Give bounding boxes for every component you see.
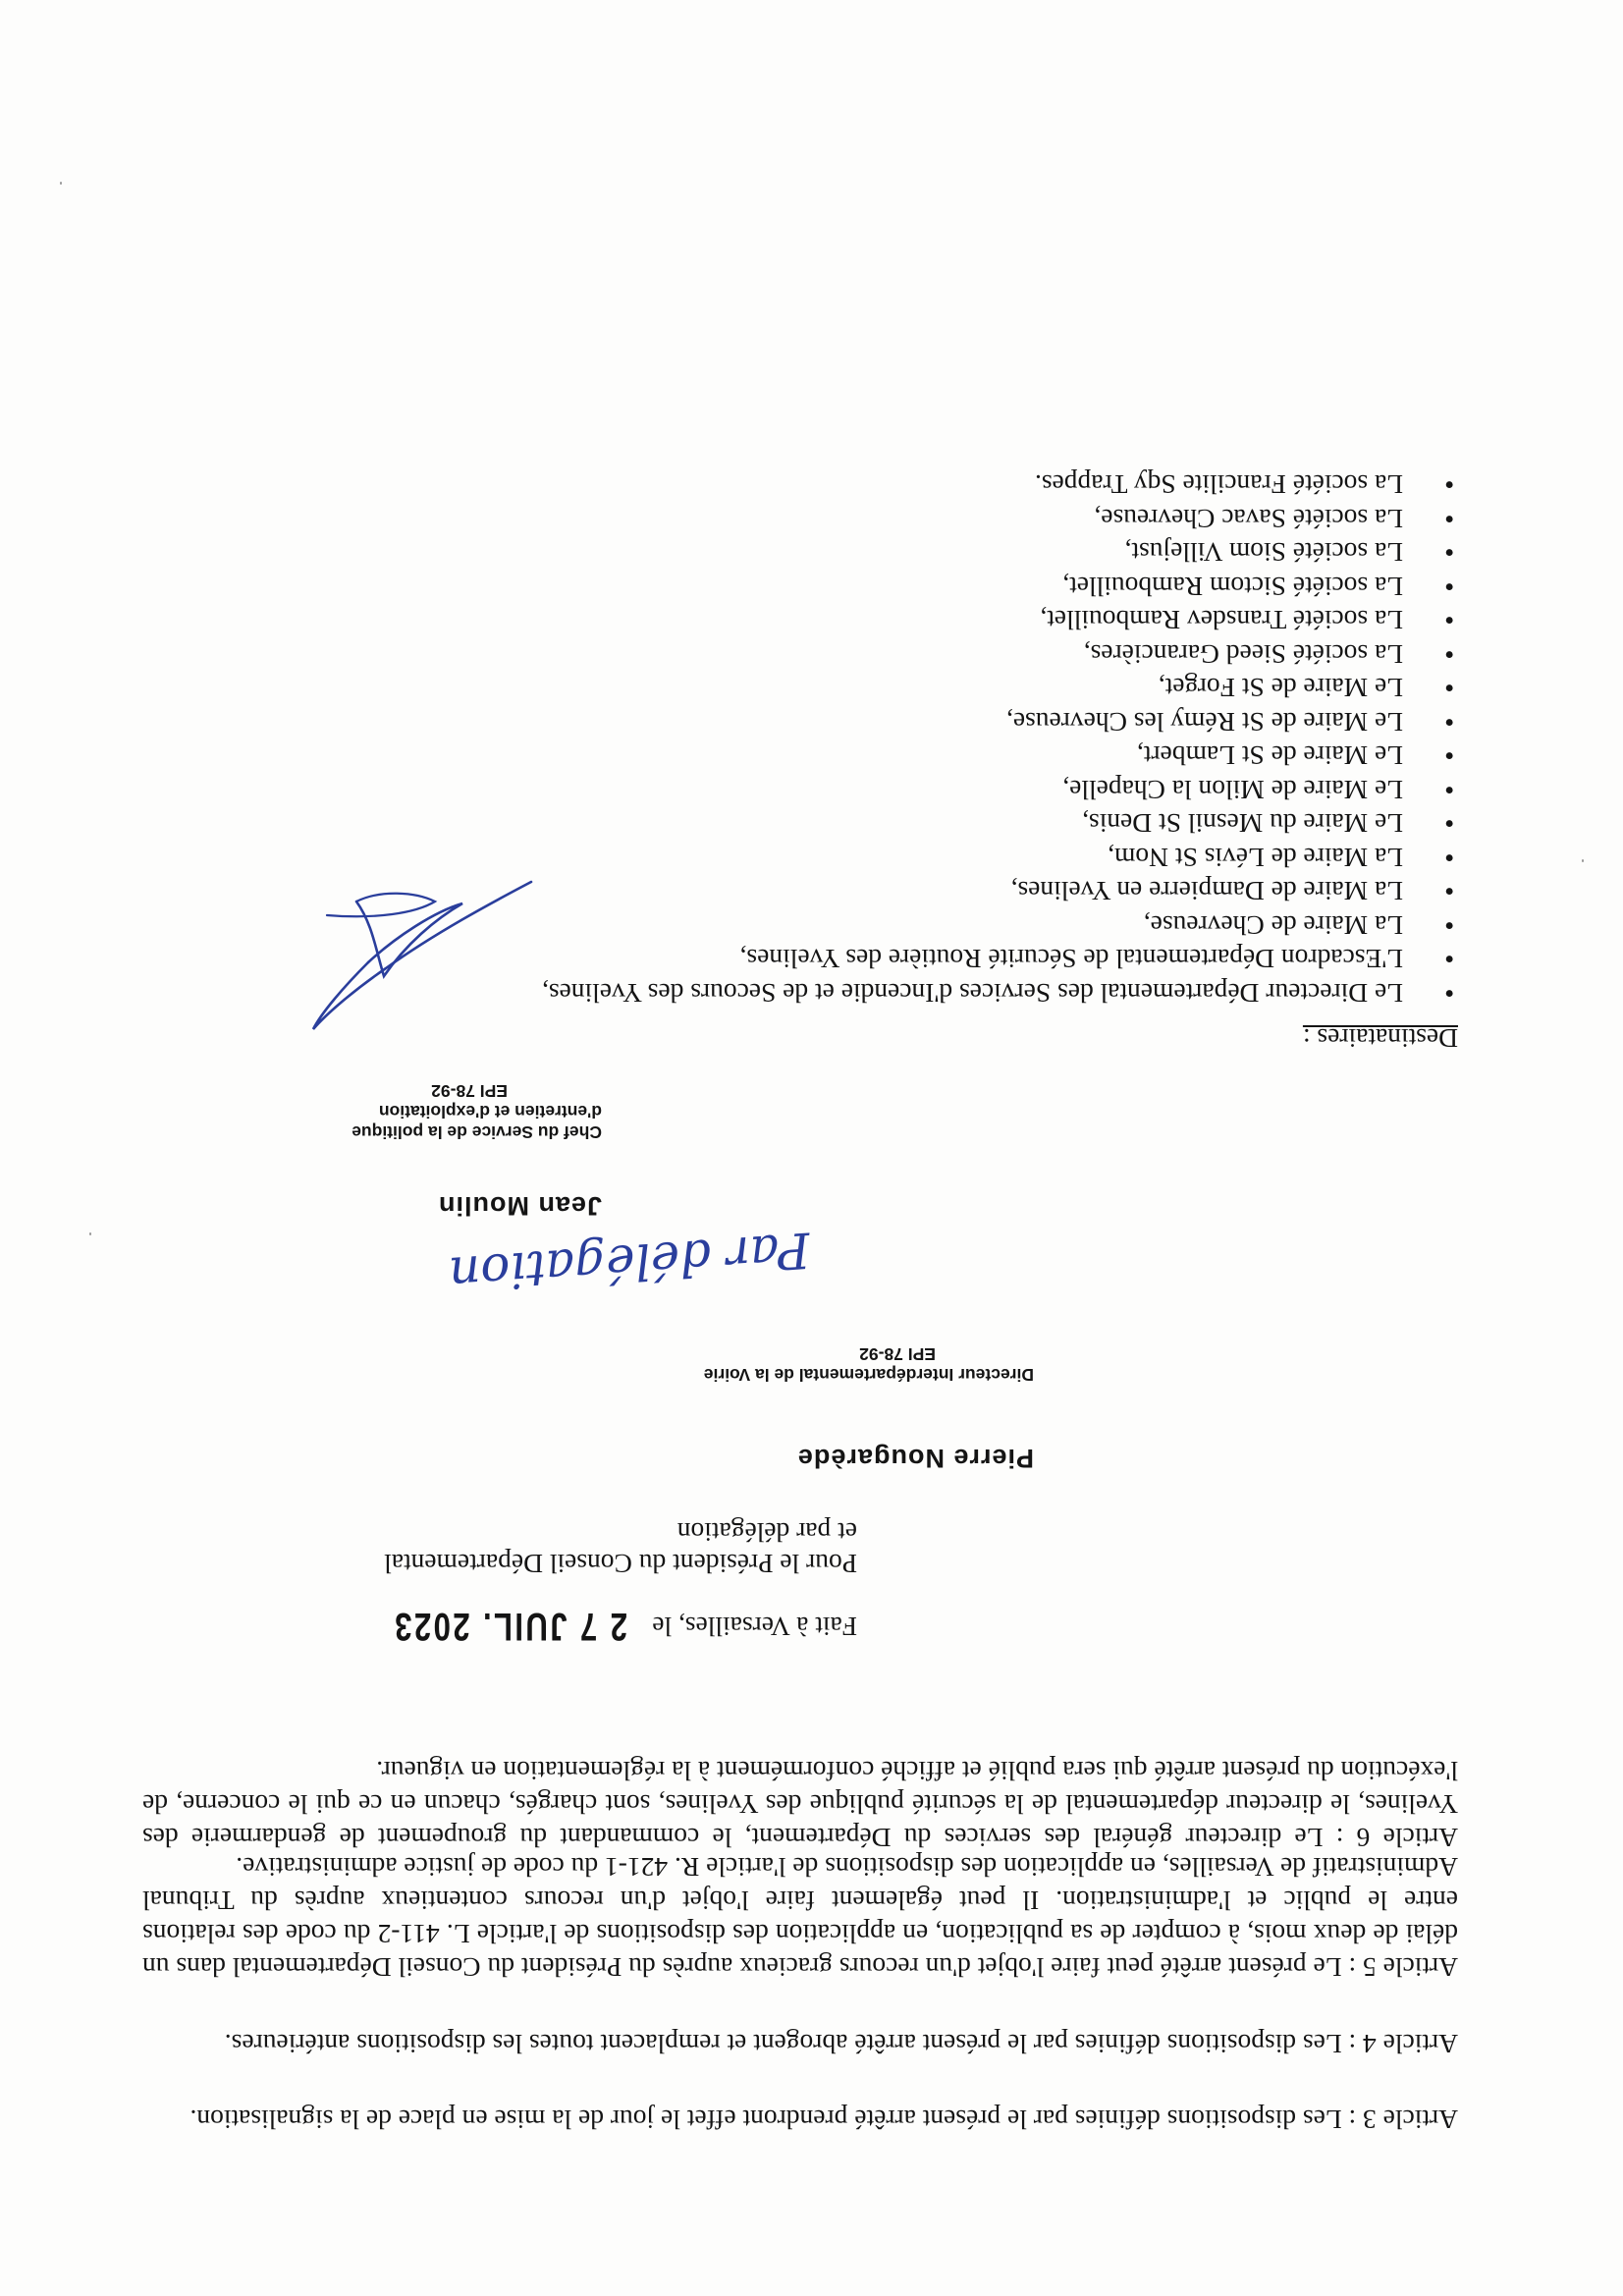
- list-item: ● La société Savac Chevreuse,: [542, 502, 1458, 536]
- pour-line-1: Pour le Président du Conseil Départemental: [384, 1549, 857, 1579]
- list-item: ● La Maire de Dampierre en Yvelines,: [542, 874, 1458, 908]
- list-item: ● Le Maire de St Forget,: [542, 671, 1458, 705]
- list-item: ● La Maire de Lévis St Nom,: [542, 841, 1458, 875]
- list-item: ● La société Francilite Sqy Trappes.: [542, 467, 1458, 502]
- article-4: Article 4 : Les dispositions définies par le présent arrêté abrogent et remplacent toutes les dispositions antérieures.: [224, 2029, 1458, 2059]
- pour-line-2: et par délégation: [676, 1517, 857, 1548]
- scan-speck: [1582, 859, 1584, 862]
- article-5: Article 5 : Le présent arrêté peut faire l'objet d'un recours gracieux auprès du Président du Conseil Départemental dans un délai de deux mois, à compter de sa publication, en application des dispositions de l'article L. 411-2 du code des relations entre le public et l'administration. Il peut également faire l'objet d'un recours contentieux auprès du Tribunal Administratif de Versailles, en application des dispositions de l'article R. 421-1 du code de justice administrative.: [142, 1852, 1458, 1983]
- list-item: ● Le Maire de St Rémy les Chevreuse,: [542, 705, 1458, 739]
- list-item: ● La société Siom Villejust,: [542, 535, 1458, 570]
- scan-speck: [89, 1232, 91, 1235]
- signatory-2-title-line-2: d'entretien et d'exploitation: [378, 1102, 602, 1121]
- list-item: ● Le Maire de St Lambert,: [542, 738, 1458, 773]
- destinataires-heading: Destinataires :: [1302, 1023, 1458, 1054]
- scan-speck: [60, 182, 62, 185]
- article-3: Article 3 : Les dispositions définies par le présent arrêté prendront effet le jour de la mise en place de la signalisation.: [189, 2105, 1458, 2135]
- list-item: ● La société Sieed Garancières,: [542, 637, 1458, 672]
- signatory-2-title-line-3: EPI 78-92: [431, 1081, 508, 1101]
- signatory-2-name: Jean Moulin: [437, 1191, 602, 1221]
- list-item: ● Le Maire du Mesnil St Denis,: [542, 806, 1458, 841]
- signatory-1-title-line-1: Directeur Interdépartemental de la Voirie: [703, 1365, 1034, 1385]
- article-6: Article 6 : Le directeur général des services du Département, le commandant du groupement de gendarmerie des Yvelines, le directeur départemental de la sécurité publique des Yvelines, sont chargés, chacun en ce qui le concerne, de l'exécution du présent arrêté qui sera publié et affiché conformément à la réglementation en vigueur.: [142, 1756, 1458, 1853]
- fait-a-label: Fait à Versailles, le: [652, 1612, 857, 1642]
- list-item: ● Le Directeur Départemental des Services d'Incendie et de Secours des Yvelines,: [542, 976, 1458, 1011]
- list-item: ● La société Transdev Rambouillet,: [542, 603, 1458, 637]
- signatory-2-title-line-1: Chef du Service de la politique: [352, 1122, 602, 1142]
- signatory-1-title: [704, 1343, 1034, 1385]
- handwritten-par-delegation: [447, 1206, 818, 1314]
- list-item: ● La Maire de Chevreuse,: [542, 908, 1458, 943]
- list-item: ● L'Escadron Départemental de Sécurité Routière des Yvelines,: [542, 942, 1458, 976]
- handwritten-signature: [298, 862, 553, 1039]
- list-item: ● La société Sictom Rambouillet,: [542, 570, 1458, 604]
- signatory-1-title-line-2: EPI 78-92: [859, 1344, 936, 1364]
- destinataires-list: [542, 467, 1458, 1010]
- date-stamp: 2 7 JUIL. 2023: [393, 1605, 628, 1648]
- delegation-statement: [384, 1516, 857, 1579]
- list-item: ● Le Maire de Milon la Chapelle,: [542, 773, 1458, 807]
- handwritten-note-text: Par délégation: [447, 1221, 813, 1304]
- signatory-2-title: [352, 1080, 602, 1142]
- place-date-line: [327, 1604, 857, 1648]
- signatory-1-name: Pierre Nougarède: [796, 1444, 1034, 1473]
